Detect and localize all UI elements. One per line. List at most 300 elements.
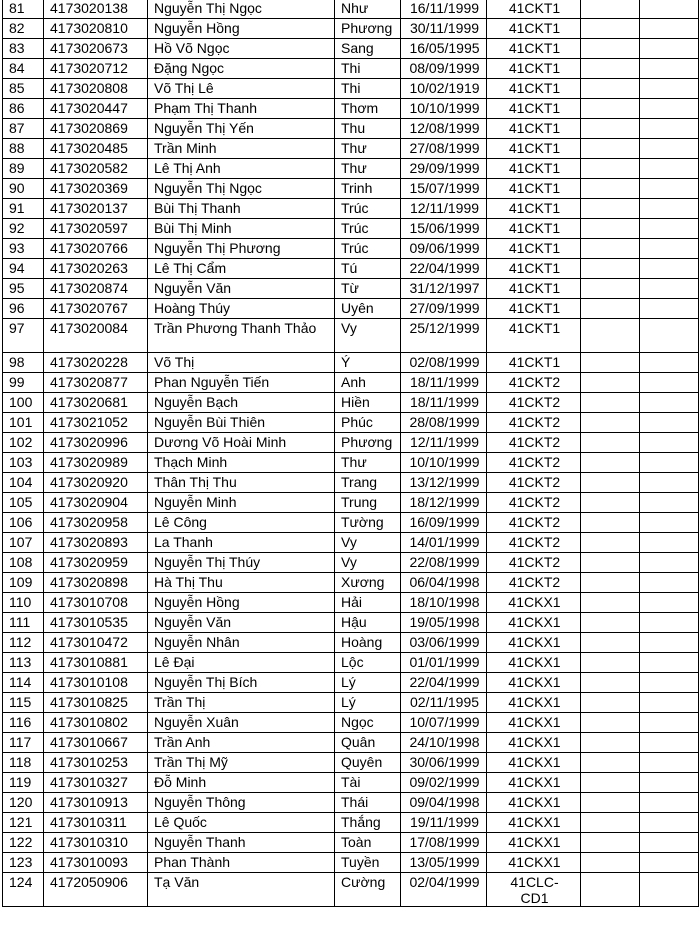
empty-cell [581, 833, 640, 853]
table-row [3, 0, 699, 19]
empty-cell [581, 433, 640, 453]
empty-cell [640, 853, 699, 873]
class-cell: 41CKT2 [487, 453, 581, 473]
table-row [3, 473, 699, 493]
surname-cell: Tạ Văn [148, 873, 335, 907]
class-cell: 41CKX1 [487, 733, 581, 753]
empty-cell [640, 753, 699, 773]
student-id-cell: 4173020959 [44, 553, 148, 573]
given-name-cell: Tài [335, 773, 401, 793]
row-number-cell: 102 [3, 433, 44, 453]
empty-cell [581, 59, 640, 79]
birth-date-cell: 27/09/1999 [401, 299, 487, 319]
birth-date-cell: 25/12/1999 [401, 319, 487, 353]
birth-date-cell: 30/06/1999 [401, 753, 487, 773]
given-name-cell: Thư [335, 453, 401, 473]
table-row [3, 139, 699, 159]
given-name-cell: Thư [335, 139, 401, 159]
table-row [3, 633, 699, 653]
row-number-cell: 92 [3, 219, 44, 239]
row-number-cell: 101 [3, 413, 44, 433]
class-cell: 41CKX1 [487, 753, 581, 773]
given-name-cell: Trang [335, 473, 401, 493]
surname-cell: Phạm Thị Thanh [148, 99, 335, 119]
empty-cell [640, 413, 699, 433]
surname-cell: Nguyễn Thị Ngọc [148, 179, 335, 199]
empty-cell [581, 319, 640, 353]
given-name-cell: Hải [335, 593, 401, 613]
row-number-cell: 124 [3, 873, 44, 907]
row-number-cell: 91 [3, 199, 44, 219]
empty-cell [640, 433, 699, 453]
class-cell: 41CKT1 [487, 319, 581, 353]
table-row [3, 39, 699, 59]
class-cell: 41CKT1 [487, 299, 581, 319]
surname-cell: Nguyễn Văn [148, 613, 335, 633]
empty-cell [581, 853, 640, 873]
table-row [3, 713, 699, 733]
given-name-cell: Từ [335, 279, 401, 299]
surname-cell: Đỗ Minh [148, 773, 335, 793]
empty-cell [640, 453, 699, 473]
table-row [3, 59, 699, 79]
given-name-cell: Thơm [335, 99, 401, 119]
given-name-cell: Thư [335, 159, 401, 179]
empty-cell [581, 753, 640, 773]
birth-date-cell: 08/09/1999 [401, 59, 487, 79]
surname-cell: Phan Thành [148, 853, 335, 873]
student-id-cell: 4173020869 [44, 119, 148, 139]
empty-cell [640, 573, 699, 593]
class-cell: 41CKX1 [487, 593, 581, 613]
given-name-cell: Lộc [335, 653, 401, 673]
row-number-cell: 116 [3, 713, 44, 733]
row-number-cell: 100 [3, 393, 44, 413]
empty-cell [640, 239, 699, 259]
class-cell: 41CKT2 [487, 413, 581, 433]
table-row [3, 299, 699, 319]
row-number-cell: 94 [3, 259, 44, 279]
birth-date-cell: 09/06/1999 [401, 239, 487, 259]
surname-cell: Nguyễn Thị Thúy [148, 553, 335, 573]
row-number-cell: 123 [3, 853, 44, 873]
birth-date-cell: 16/11/1999 [401, 0, 487, 19]
empty-cell [640, 513, 699, 533]
student-id-cell: 4173021052 [44, 413, 148, 433]
row-number-cell: 104 [3, 473, 44, 493]
student-id-cell: 4173020138 [44, 0, 148, 19]
table-row [3, 853, 699, 873]
table-row [3, 513, 699, 533]
empty-cell [581, 673, 640, 693]
student-id-cell: 4173020920 [44, 473, 148, 493]
birth-date-cell: 09/04/1998 [401, 793, 487, 813]
table-row [3, 179, 699, 199]
empty-cell [640, 473, 699, 493]
table-row [3, 353, 699, 373]
student-id-cell: 4173020263 [44, 259, 148, 279]
table-row [3, 573, 699, 593]
table-row [3, 259, 699, 279]
surname-cell: Nguyễn Hồng [148, 593, 335, 613]
student-id-cell: 4173010825 [44, 693, 148, 713]
row-number-cell: 121 [3, 813, 44, 833]
empty-cell [581, 373, 640, 393]
student-id-cell: 4173020673 [44, 39, 148, 59]
student-id-cell: 4173010708 [44, 593, 148, 613]
class-cell: 41CKT1 [487, 39, 581, 59]
empty-cell [581, 413, 640, 433]
surname-cell: Nguyễn Bạch [148, 393, 335, 413]
empty-cell [581, 199, 640, 219]
row-number-cell: 107 [3, 533, 44, 553]
empty-cell [581, 219, 640, 239]
given-name-cell: Hoàng [335, 633, 401, 653]
empty-cell [581, 653, 640, 673]
birth-date-cell: 12/11/1999 [401, 199, 487, 219]
birth-date-cell: 12/11/1999 [401, 433, 487, 453]
table-row [3, 733, 699, 753]
row-number-cell: 115 [3, 693, 44, 713]
surname-cell: Hồ Võ Ngọc [148, 39, 335, 59]
empty-cell [581, 693, 640, 713]
class-cell: 41CLC- CD1 [487, 873, 581, 907]
empty-cell [640, 593, 699, 613]
row-number-cell: 111 [3, 613, 44, 633]
surname-cell: Hoàng Thúy [148, 299, 335, 319]
birth-date-cell: 18/11/1999 [401, 373, 487, 393]
class-cell: 41CKT2 [487, 513, 581, 533]
row-number-cell: 110 [3, 593, 44, 613]
surname-cell: Trần Minh [148, 139, 335, 159]
row-number-cell: 112 [3, 633, 44, 653]
surname-cell: Thân Thị Thu [148, 473, 335, 493]
table-row [3, 593, 699, 613]
student-id-cell: 4172050906 [44, 873, 148, 907]
given-name-cell: Phương [335, 433, 401, 453]
surname-cell: Trần Thị [148, 693, 335, 713]
student-id-cell: 4173020767 [44, 299, 148, 319]
row-number-cell: 96 [3, 299, 44, 319]
birth-date-cell: 14/01/1999 [401, 533, 487, 553]
birth-date-cell: 18/11/1999 [401, 393, 487, 413]
given-name-cell: Anh [335, 373, 401, 393]
empty-cell [640, 813, 699, 833]
birth-date-cell: 15/06/1999 [401, 219, 487, 239]
birth-date-cell: 22/08/1999 [401, 553, 487, 573]
table-row [3, 753, 699, 773]
row-number-cell: 113 [3, 653, 44, 673]
birth-date-cell: 18/10/1998 [401, 593, 487, 613]
row-number-cell: 95 [3, 279, 44, 299]
class-cell: 41CKT1 [487, 199, 581, 219]
birth-date-cell: 17/08/1999 [401, 833, 487, 853]
empty-cell [581, 179, 640, 199]
table-row [3, 19, 699, 39]
given-name-cell: Sang [335, 39, 401, 59]
row-number-cell: 119 [3, 773, 44, 793]
table-row [3, 673, 699, 693]
surname-cell: Nguyễn Thị Yến [148, 119, 335, 139]
given-name-cell: Xương [335, 573, 401, 593]
empty-cell [640, 179, 699, 199]
class-cell: 41CKX1 [487, 833, 581, 853]
row-number-cell: 99 [3, 373, 44, 393]
student-id-cell: 4173010472 [44, 633, 148, 653]
class-cell: 41CKT1 [487, 0, 581, 19]
empty-cell [581, 119, 640, 139]
student-id-cell: 4173010311 [44, 813, 148, 833]
surname-cell: Nguyễn Thị Phương [148, 239, 335, 259]
empty-cell [640, 693, 699, 713]
student-id-cell: 4173020958 [44, 513, 148, 533]
surname-cell: Đặng Ngọc [148, 59, 335, 79]
table-row [3, 79, 699, 99]
birth-date-cell: 30/11/1999 [401, 19, 487, 39]
row-number-cell: 90 [3, 179, 44, 199]
surname-cell: Nguyễn Thông [148, 793, 335, 813]
empty-cell [640, 159, 699, 179]
birth-date-cell: 19/05/1998 [401, 613, 487, 633]
empty-cell [581, 873, 640, 907]
given-name-cell: Thái [335, 793, 401, 813]
empty-cell [581, 139, 640, 159]
row-number-cell: 108 [3, 553, 44, 573]
row-number-cell: 85 [3, 79, 44, 99]
student-id-cell: 4173020681 [44, 393, 148, 413]
table-row [3, 793, 699, 813]
empty-cell [640, 533, 699, 553]
surname-cell: Lê Thị Anh [148, 159, 335, 179]
class-cell: 41CKX1 [487, 613, 581, 633]
given-name-cell: Lý [335, 693, 401, 713]
empty-cell [581, 553, 640, 573]
birth-date-cell: 02/11/1995 [401, 693, 487, 713]
given-name-cell: Tú [335, 259, 401, 279]
empty-cell [640, 833, 699, 853]
empty-cell [640, 773, 699, 793]
class-cell: 41CKT1 [487, 353, 581, 373]
birth-date-cell: 29/09/1999 [401, 159, 487, 179]
student-id-cell: 4173020582 [44, 159, 148, 179]
birth-date-cell: 06/04/1998 [401, 573, 487, 593]
empty-cell [640, 613, 699, 633]
table-body [3, 0, 699, 907]
given-name-cell: Vy [335, 553, 401, 573]
row-number-cell: 82 [3, 19, 44, 39]
empty-cell [581, 259, 640, 279]
class-cell: 41CKT1 [487, 139, 581, 159]
table-row [3, 693, 699, 713]
table-row [3, 239, 699, 259]
given-name-cell: Thi [335, 79, 401, 99]
student-id-cell: 4173010535 [44, 613, 148, 633]
empty-cell [640, 733, 699, 753]
empty-cell [581, 713, 640, 733]
surname-cell: Phan Nguyễn Tiến [148, 373, 335, 393]
empty-cell [640, 199, 699, 219]
row-number-cell: 105 [3, 493, 44, 513]
surname-cell: Võ Thị [148, 353, 335, 373]
empty-cell [640, 59, 699, 79]
class-cell: 41CKT1 [487, 19, 581, 39]
empty-cell [640, 673, 699, 693]
birth-date-cell: 02/08/1999 [401, 353, 487, 373]
empty-cell [640, 0, 699, 19]
given-name-cell: Ngọc [335, 713, 401, 733]
class-cell: 41CKT2 [487, 573, 581, 593]
class-cell: 41CKT2 [487, 473, 581, 493]
given-name-cell: Cường [335, 873, 401, 907]
surname-cell: Nguyễn Bùi Thiên [148, 413, 335, 433]
table-row [3, 833, 699, 853]
given-name-cell: Trúc [335, 199, 401, 219]
empty-cell [581, 159, 640, 179]
table-row [3, 653, 699, 673]
table-row [3, 493, 699, 513]
surname-cell: Hà Thị Thu [148, 573, 335, 593]
surname-cell: Nguyễn Văn [148, 279, 335, 299]
empty-cell [581, 473, 640, 493]
row-number-cell: 89 [3, 159, 44, 179]
birth-date-cell: 13/12/1999 [401, 473, 487, 493]
class-cell: 41CKT2 [487, 373, 581, 393]
student-id-cell: 4173010881 [44, 653, 148, 673]
empty-cell [581, 79, 640, 99]
empty-cell [581, 353, 640, 373]
surname-cell: Nguyễn Thị Bích [148, 673, 335, 693]
table-row [3, 433, 699, 453]
given-name-cell: Hậu [335, 613, 401, 633]
empty-cell [640, 279, 699, 299]
class-cell: 41CKX1 [487, 693, 581, 713]
student-id-cell: 4173020996 [44, 433, 148, 453]
empty-cell [581, 633, 640, 653]
class-cell: 41CKT2 [487, 553, 581, 573]
class-cell: 41CKT2 [487, 393, 581, 413]
birth-date-cell: 01/01/1999 [401, 653, 487, 673]
birth-date-cell: 28/08/1999 [401, 413, 487, 433]
empty-cell [640, 259, 699, 279]
row-number-cell: 93 [3, 239, 44, 259]
student-id-cell: 4173020597 [44, 219, 148, 239]
row-number-cell: 122 [3, 833, 44, 853]
given-name-cell: Thắng [335, 813, 401, 833]
student-id-cell: 4173020485 [44, 139, 148, 159]
birth-date-cell: 13/05/1999 [401, 853, 487, 873]
student-id-cell: 4173010093 [44, 853, 148, 873]
class-cell: 41CKX1 [487, 673, 581, 693]
student-id-cell: 4173010310 [44, 833, 148, 853]
class-cell: 41CKX1 [487, 773, 581, 793]
given-name-cell: Trinh [335, 179, 401, 199]
surname-cell: Nguyễn Xuân [148, 713, 335, 733]
table-row [3, 99, 699, 119]
class-cell: 41CKT1 [487, 119, 581, 139]
row-number-cell: 106 [3, 513, 44, 533]
table-row [3, 813, 699, 833]
row-number-cell: 86 [3, 99, 44, 119]
table-row [3, 393, 699, 413]
surname-cell: Lê Thị Cẩm [148, 259, 335, 279]
given-name-cell: Quyên [335, 753, 401, 773]
student-id-cell: 4173020084 [44, 319, 148, 353]
student-id-cell: 4173010253 [44, 753, 148, 773]
empty-cell [640, 873, 699, 907]
row-number-cell: 109 [3, 573, 44, 593]
table-row [3, 279, 699, 299]
birth-date-cell: 10/02/1919 [401, 79, 487, 99]
empty-cell [581, 813, 640, 833]
birth-date-cell: 22/04/1999 [401, 259, 487, 279]
student-id-cell: 4173020898 [44, 573, 148, 593]
student-id-cell: 4173020137 [44, 199, 148, 219]
empty-cell [581, 573, 640, 593]
empty-cell [640, 219, 699, 239]
student-id-cell: 4173020228 [44, 353, 148, 373]
class-cell: 41CKT1 [487, 179, 581, 199]
given-name-cell: Trúc [335, 239, 401, 259]
table-row [3, 373, 699, 393]
empty-cell [640, 299, 699, 319]
row-number-cell: 118 [3, 753, 44, 773]
surname-cell: Bùi Thị Minh [148, 219, 335, 239]
surname-cell: Lê Đại [148, 653, 335, 673]
table-row [3, 119, 699, 139]
row-number-cell: 88 [3, 139, 44, 159]
student-list-table [2, 0, 699, 907]
empty-cell [581, 773, 640, 793]
row-number-cell: 81 [3, 0, 44, 19]
given-name-cell: Vy [335, 319, 401, 353]
surname-cell: Nguyễn Hồng [148, 19, 335, 39]
given-name-cell: Ý [335, 353, 401, 373]
surname-cell: Trần Phương Thanh Thảo [148, 319, 335, 353]
class-cell: 41CKX1 [487, 653, 581, 673]
empty-cell [640, 119, 699, 139]
surname-cell: Lê Công [148, 513, 335, 533]
empty-cell [640, 393, 699, 413]
student-id-cell: 4173010327 [44, 773, 148, 793]
student-id-cell: 4173010667 [44, 733, 148, 753]
row-number-cell: 83 [3, 39, 44, 59]
row-number-cell: 120 [3, 793, 44, 813]
class-cell: 41CKX1 [487, 853, 581, 873]
empty-cell [581, 239, 640, 259]
empty-cell [640, 79, 699, 99]
given-name-cell: Trung [335, 493, 401, 513]
empty-cell [640, 19, 699, 39]
given-name-cell: Uyên [335, 299, 401, 319]
student-id-cell: 4173020877 [44, 373, 148, 393]
class-cell: 41CKT2 [487, 533, 581, 553]
empty-cell [640, 553, 699, 573]
row-number-cell: 98 [3, 353, 44, 373]
birth-date-cell: 15/07/1999 [401, 179, 487, 199]
empty-cell [581, 19, 640, 39]
class-cell: 41CKT1 [487, 219, 581, 239]
student-id-cell: 4173020766 [44, 239, 148, 259]
table-row [3, 219, 699, 239]
given-name-cell: Vy [335, 533, 401, 553]
class-cell: 41CKT1 [487, 99, 581, 119]
birth-date-cell: 03/06/1999 [401, 633, 487, 653]
empty-cell [640, 373, 699, 393]
given-name-cell: Tuyền [335, 853, 401, 873]
surname-cell: Bùi Thị Thanh [148, 199, 335, 219]
empty-cell [581, 299, 640, 319]
birth-date-cell: 16/05/1995 [401, 39, 487, 59]
